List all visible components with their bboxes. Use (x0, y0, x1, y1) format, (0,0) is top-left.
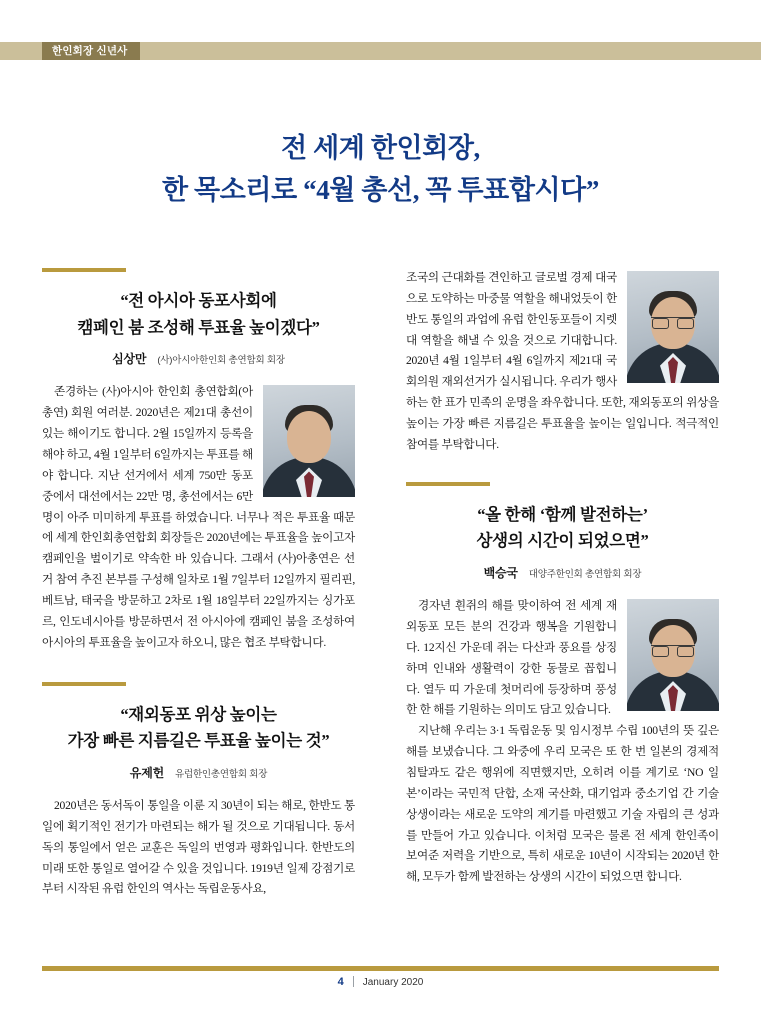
headline-line-2: 한 목소리로 “4월 총선, 꼭 투표합시다” (162, 174, 599, 205)
footer-rule (42, 966, 719, 971)
author-name: 유제헌 (129, 766, 164, 781)
spacer (42, 654, 355, 682)
article-title-line-1: “재외동포 위상 높이는 (120, 704, 277, 724)
portrait-glasses (651, 645, 695, 656)
portrait-glasses (651, 317, 695, 328)
author-portrait (627, 271, 719, 383)
article-title-line-2: 캠페인 붐 조성해 투표율 높이겠다” (77, 317, 320, 337)
article-title (42, 288, 355, 341)
article-paragraph: 조국의 근대화를 견인하고 글로벌 경제 대국으로 도약하는 마중물 역할을 해내었듯이 한반도 통일의 과업에 유럽 한인동포들이 지렛대 역할을 해낼 수 있을 것으로 기대합니다. 2020년 4월 1일부터 4월 6일까지 제21대 국회의원 재외선거가 실시됩니다. 우리가 행사하는 한 표가 민족의 운명을 좌우합니다. 또한, 재외동포의 위상을 높이는 가장 빠른 지름길은 투표율을 높이는 일입니다. 적극적인 참여를 부탁합니다. (406, 271, 719, 451)
page-title (0, 128, 761, 212)
author-name: 심상만 (112, 352, 147, 367)
byline (42, 764, 355, 782)
author-portrait (263, 385, 355, 497)
article-paragraph: 지난해 우리는 3·1 독립운동 및 임시정부 수립 100년의 뜻 깊은 해를 보냈습니다. 그 와중에 우리 모국은 또 한 번 일본의 경제적 침탈과도 같은 행위에 직면했지만, 오히려 이를 계기로 ‘NO 일본’이라는 국민적 단합, 소재 국산화, 대기업과 중소기업 간 기술 상생이라는 새로운 도약의 계기를 마련했고 기술 자립의 큰 성과를 만들어 가고 있습니다. 이처럼 모국은 물론 전 세계 한인족이 보여준 저력을 기반으로, 특히 새로운 10년이 시작되는 2020년 한 해, 모두가 함께 발전하는 상생의 시간이 되었으면 합니다. (406, 724, 719, 884)
article-columns (42, 268, 719, 958)
article-title-line-1: “올 한해 ‘함께 발전하는’ (477, 504, 648, 524)
author-name: 백승국 (483, 566, 518, 581)
article-title (42, 702, 355, 755)
article-paragraph: 경자년 흰쥐의 해를 맞이하여 전 세계 재외동포 모든 분의 건강과 행복을 기원합니다. 12지신 가운데 쥐는 다산과 풍요를 상징하며 인내와 생활력이 강한 동물로 꼽힙니다. 열두 띠 가운데 첫머리에 등장하며 풍성한 한 해를 기원하는 의미도 담고 있습니다. (406, 599, 617, 717)
footer-divider (353, 976, 354, 987)
author-role: 대양주한인회 총연합회 회장 (528, 569, 642, 581)
column-left (42, 268, 355, 900)
issue-date: January 2020 (362, 977, 424, 988)
article-title-line-1: “전 아시아 동포사회에 (120, 291, 277, 310)
article-paragraph: 2020년은 동서독이 통일을 이룬 지 30년이 되는 해로, 한반도 통일에 획기적인 전기가 마련되는 해가 될 것으로 기대됩니다. 동서독의 통일에서 얻은 교훈은 독일의 번영과 평화입니다. 한반도의 미래 또한 통일로 열어갈 수 있을 것입니다. 1919년 일제 강점기로부터 시작된 유럽 한인의 역사는 독립운동사요, (42, 799, 355, 896)
article-yoo-je-heon-continued (406, 268, 719, 456)
section-rule (406, 482, 490, 486)
author-role: 유럽한인총연합회 회장 (174, 769, 268, 781)
article-title-line-2: 가장 빠른 지름길은 투표율 높이는 것” (67, 731, 330, 751)
article-sim-sang-man (42, 268, 355, 654)
column-right (406, 268, 719, 888)
running-head-label: 한인회장 신년사 (42, 42, 140, 60)
portrait-face (287, 411, 331, 463)
author-portrait (627, 599, 719, 711)
page-number: 4 (337, 976, 344, 988)
spacer (406, 456, 719, 482)
section-rule (42, 268, 126, 272)
byline (42, 350, 355, 368)
article-baek-seung-guk (406, 482, 719, 888)
article-yoo-je-heon (42, 682, 355, 901)
article-title (406, 502, 719, 555)
article-paragraph: 존경하는 (사)아시아 한인회 총연합회(아총연) 회원 여러분. 2020년은 제21대 총선이 있는 해이기도 합니다. 2월 15일까지 등록을 해야 하고, 4월 1일부터 6일까지는 투표를 해야 합니다. 지난 선거에서 세계 750만 동포 중에서 대선에서는 22만 명, 총선에서는 6만 명이 아주 미미하게 투표를 하였습니다. 너무나 적은 투표율 때문에 세계 한인회총연합회 회장들은 2020년에는 투표율을 높이고자 캠페인을 벌이기로 약속한 바 있습니다. 그래서 (사)아총연은 선거 참여 추진 본부를 구성해 일차로 1월 7일부터 12일까지 필리핀, 베트남, 태국을 방문하고 2차로 1월 18일부터 22일까지는 싱가포르, 인도네시아를 방문하면서 전 아시아에 캠페인 붐을 조성하여 아시아의 투표율을 높이고자 하오니, 많은 협조 부탁합니다. (42, 385, 355, 649)
section-rule (42, 682, 126, 686)
author-role: (사)아시아한인회 총연합회 회장 (157, 355, 285, 367)
footer (0, 976, 761, 988)
headline-line-1: 전 세계 한인회장, (281, 133, 480, 163)
article-title-line-2: 상생의 시간이 되었으면” (476, 531, 649, 551)
byline (406, 564, 719, 582)
